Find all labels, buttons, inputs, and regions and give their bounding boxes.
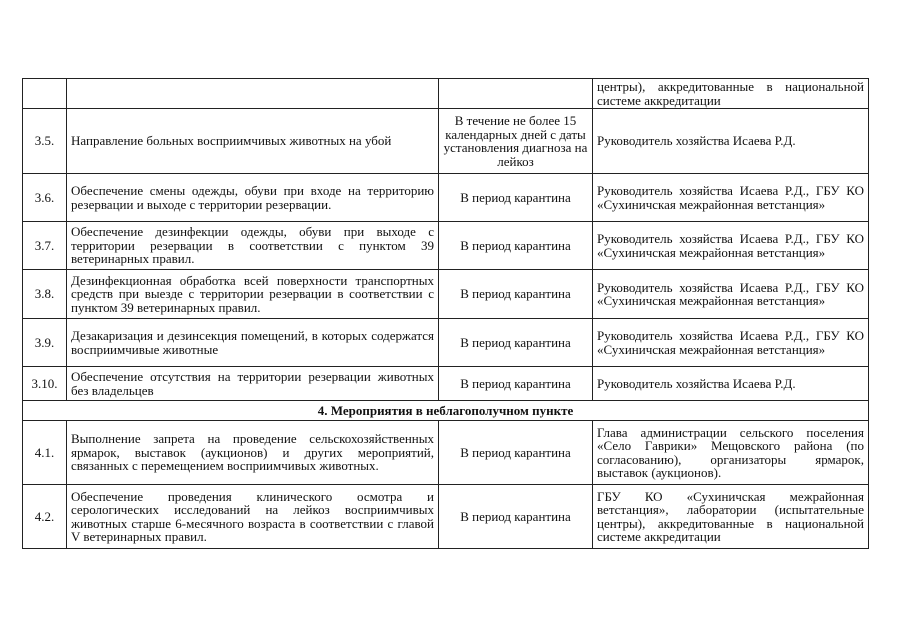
measure-text: Выполнение запрета на проведение сельскохозяйственных ярмарок, выставок (аукционов) и других мероприятий, связанных с перемещением восприимчивых животных.: [67, 421, 439, 485]
measure-text: Дезинфекционная обработка всей поверхности транспортных средств при выезде с территории резервации в соответствии с пунктом 39 ветеринарных правил.: [67, 270, 439, 319]
term-text: В период карантина: [439, 319, 593, 367]
term-text: В течение не более 15 календарных дней с даты установления диагноза на лейкоз: [439, 109, 593, 174]
responsible-text: Руководитель хозяйства Исаева Р.Д., ГБУ КО «Сухиничская межрайонная ветстанция»: [593, 174, 869, 222]
responsible-text: Руководитель хозяйства Исаева Р.Д.: [593, 367, 869, 401]
term-text: В период карантина: [439, 270, 593, 319]
row-number: 3.6.: [23, 174, 67, 222]
table-row: [23, 79, 869, 109]
table-row: [23, 109, 869, 174]
row-number: [23, 79, 67, 109]
term-text: В период карантина: [439, 174, 593, 222]
table-row: [23, 222, 869, 270]
measure-text: Обеспечение отсутствия на территории резервации животных без владельцев: [67, 367, 439, 401]
table-row: [23, 174, 869, 222]
row-number: 3.5.: [23, 109, 67, 174]
responsible-text: Руководитель хозяйства Исаева Р.Д., ГБУ КО «Сухиничская межрайонная ветстанция»: [593, 319, 869, 367]
term-text: [439, 79, 593, 109]
responsible-text: ГБУ КО «Сухиничская межрайонная ветстанция», лаборатории (испытательные центры), аккредитованные в национальной системе аккредитации: [593, 485, 869, 549]
row-number: 4.2.: [23, 485, 67, 549]
table-row: [23, 270, 869, 319]
measures-table: [22, 78, 869, 549]
measure-text: Дезакаризация и дезинсекция помещений, в которых содержатся восприимчивые животные: [67, 319, 439, 367]
responsible-text: Руководитель хозяйства Исаева Р.Д., ГБУ КО «Сухиничская межрайонная ветстанция»: [593, 222, 869, 270]
section-title: 4. Мероприятия в неблагополучном пункте: [23, 401, 869, 421]
row-number: 4.1.: [23, 421, 67, 485]
table-row: [23, 319, 869, 367]
measure-text: Обеспечение проведения клинического осмотра и серологических исследований на лейкоз восприимчивых животных старше 6-месячного возраста в соответствии с главой V ветеринарных правил.: [67, 485, 439, 549]
measure-text: Обеспечение дезинфекции одежды, обуви при выходе с территории резервации в соответствии с пунктом 39 ветеринарных правил.: [67, 222, 439, 270]
responsible-text: Глава администрации сельского поселения «Село Гаврики» Мещовского района (по согласованию), организаторы ярмарок, выставок (аукционов).: [593, 421, 869, 485]
table-row: [23, 367, 869, 401]
section-header-row: [23, 401, 869, 421]
measure-text: Направление больных восприимчивых животных на убой: [67, 109, 439, 174]
row-number: 3.10.: [23, 367, 67, 401]
term-text: В период карантина: [439, 222, 593, 270]
responsible-text: центры), аккредитованные в национальной системе аккредитации: [593, 79, 869, 109]
measure-text: [67, 79, 439, 109]
table-row: [23, 485, 869, 549]
term-text: В период карантина: [439, 485, 593, 549]
table-row: [23, 421, 869, 485]
measure-text: Обеспечение смены одежды, обуви при входе на территорию резервации и выходе с территории резервации.: [67, 174, 439, 222]
row-number: 3.7.: [23, 222, 67, 270]
term-text: В период карантина: [439, 421, 593, 485]
responsible-text: Руководитель хозяйства Исаева Р.Д.: [593, 109, 869, 174]
row-number: 3.8.: [23, 270, 67, 319]
row-number: 3.9.: [23, 319, 67, 367]
responsible-text: Руководитель хозяйства Исаева Р.Д., ГБУ КО «Сухиничская межрайонная ветстанция»: [593, 270, 869, 319]
term-text: В период карантина: [439, 367, 593, 401]
